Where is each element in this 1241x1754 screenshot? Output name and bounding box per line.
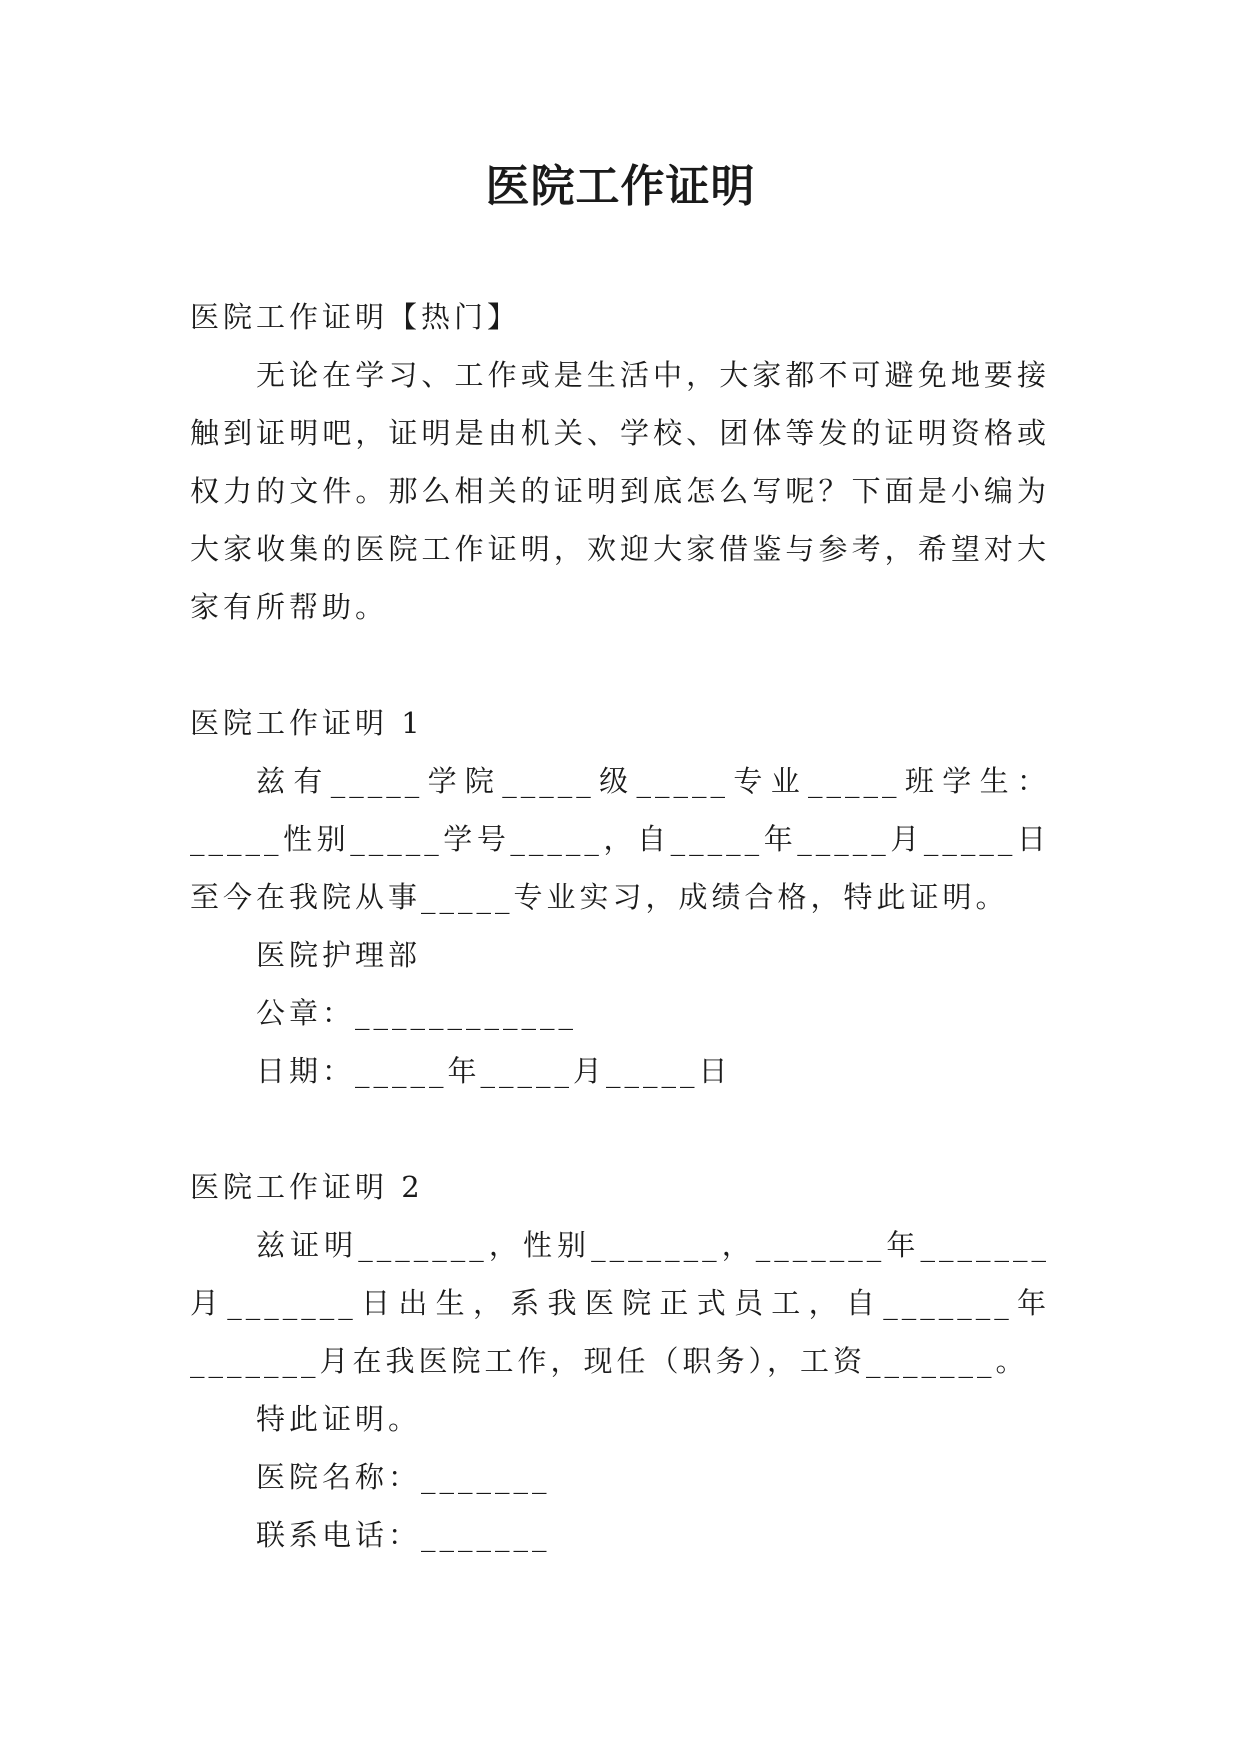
section-spacer	[190, 1100, 1050, 1158]
document-title: 医院工作证明	[485, 161, 756, 212]
section-spacer	[190, 636, 1050, 694]
section2-body: 兹证明_______，性别_______，_______年_______月_______日出生，系我医院正式员工，自_______年_______月在我医院工作，现任（职务），工资_______。	[190, 1228, 1050, 1378]
section1-seal-line: 公章：____________	[256, 996, 578, 1030]
section1-body: 兹有_____学院_____级_____专业_____班学生：_____性别_____学号_____，自_____年_____月_____日至今在我院从事_____专业实习，成绩合格，特此证明。	[190, 764, 1050, 914]
section1-date-line: 日期：_____年_____月_____日	[256, 1054, 732, 1088]
section1-department: 医院护理部	[256, 938, 422, 972]
section2-heading: 医院工作证明 2	[190, 1170, 424, 1204]
document-body	[190, 288, 1050, 1564]
section2-certification: 特此证明。	[256, 1402, 422, 1436]
section2-phone: 联系电话：_______	[256, 1518, 551, 1552]
section2-hospital-name: 医院名称：_______	[256, 1460, 551, 1494]
section1-heading: 医院工作证明 1	[190, 706, 424, 740]
subheading: 医院工作证明【热门】	[190, 300, 521, 334]
intro-paragraph: 无论在学习、工作或是生活中，大家都不可避免地要接触到证明吧，证明是由机关、学校、团体等发的证明资格或权力的文件。那么相关的证明到底怎么写呢？下面是小编为大家收集的医院工作证明，欢迎大家借鉴与参考，希望对大家有所帮助。	[190, 358, 1050, 624]
